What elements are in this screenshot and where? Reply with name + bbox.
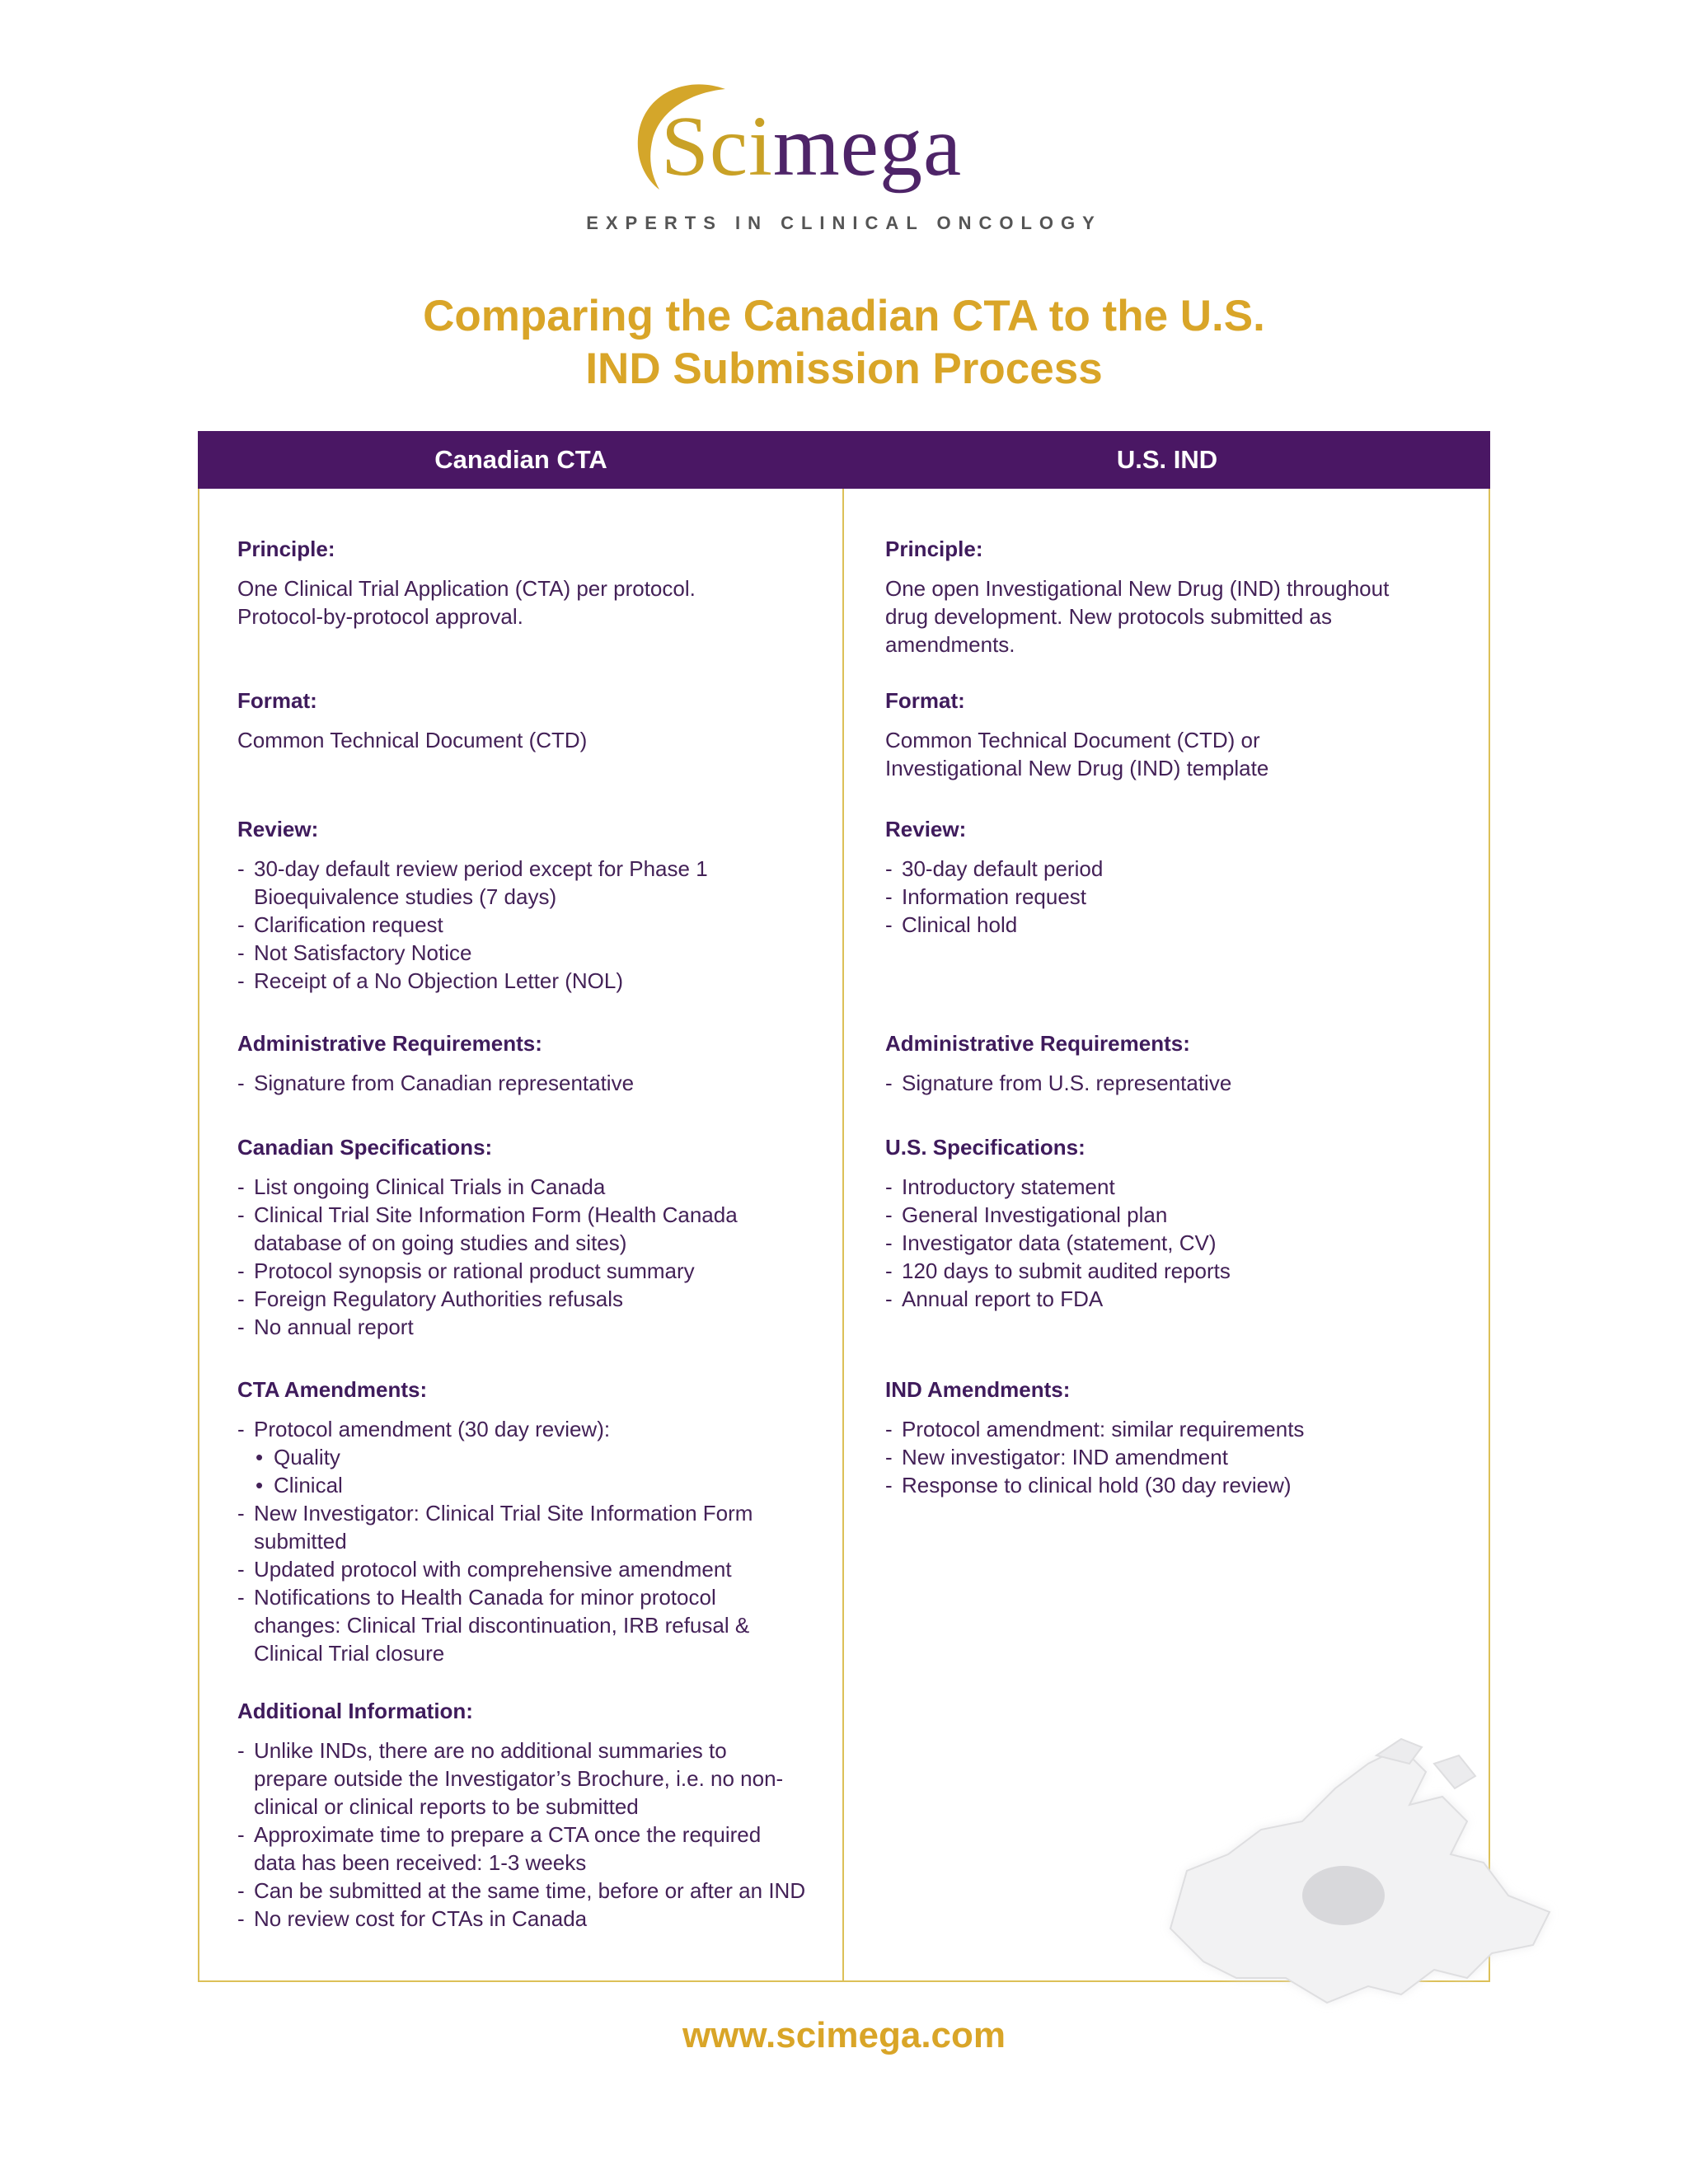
list-item: - Unlike INDs, there are no additional summaries to prepare outside the Investigator’s Brochure, i.e. no non-clinical or clinical reports to be submitted [237,1736,806,1821]
logo-wordmark [661,99,963,194]
list-item: - Signature from Canadian representative [237,1069,806,1097]
cta-specs-heading: Canadian Specifications: [237,1135,493,1160]
ind-amendments-heading: IND Amendments: [885,1377,1071,1402]
ind-review-section [885,815,1462,939]
list-item: - Protocol amendment (30 day review): [237,1415,806,1443]
cta-format-section [237,687,806,754]
ind-principle-section [885,535,1462,658]
list-item: - 30-day default period [885,855,1462,883]
list-item: - Clinical Trial Site Information Form (Health Canada database of on going studies and sites) [237,1201,806,1257]
list-item: - Receipt of a No Objection Letter (NOL) [237,967,806,995]
cta-specs-section [237,1133,806,1341]
cta-review-section [237,815,806,995]
list-item: - New Investigator: Clinical Trial Site Information Form submitted [237,1499,806,1555]
list-item: - Updated protocol with comprehensive amendment [237,1555,806,1583]
logo-tagline: EXPERTS IN CLINICAL ONCOLOGY [586,213,1102,233]
ind-specs-heading: U.S. Specifications: [885,1135,1085,1160]
page-title [247,290,1441,396]
list-item: - No annual report [237,1313,806,1341]
scimega-logo [626,79,1088,203]
list-item: - Annual report to FDA [885,1285,1462,1313]
list-item: - No review cost for CTAs in Canada [237,1905,806,1933]
cta-principle-section [237,535,806,630]
list-item: - Clarification request [237,911,806,939]
cta-principle-line: Protocol-by-protocol approval. [237,604,523,629]
cta-amendments-heading: CTA Amendments: [237,1377,428,1402]
cta-admin-section [237,1029,806,1097]
list-item: - Protocol amendment: similar requirements [885,1415,1462,1443]
cta-format-line: Common Technical Document (CTD) [237,728,588,752]
list-item: - 30-day default review period except for Phase 1 Bioequivalence studies (7 days) [237,855,806,911]
ind-amendments-section [885,1376,1462,1499]
cta-format-heading: Format: [237,688,317,713]
logo-word-sci: Sci [661,99,773,194]
list-item: - 120 days to submit audited reports [885,1257,1462,1285]
list-item: - Signature from U.S. representative [885,1069,1462,1097]
list-item: - List ongoing Clinical Trials in Canada [237,1173,806,1201]
ind-review-heading: Review: [885,817,967,841]
cta-additional-heading: Additional Information: [237,1699,473,1723]
column-divider [842,489,844,1980]
list-item: - New investigator: IND amendment [885,1443,1462,1471]
logo-word-mega: mega [772,99,963,194]
ind-principle-line: amendments. [885,632,1015,657]
sub-list-item: • Quality [237,1443,806,1471]
ind-format-line: Investigational New Drug (IND) template [885,756,1269,780]
cta-additional-section [237,1697,806,1933]
list-item: - General Investigational plan [885,1201,1462,1229]
page-title-line-2: IND Submission Process [585,344,1103,393]
list-item: - Introductory statement [885,1173,1462,1201]
list-item: - Protocol synopsis or rational product summary [237,1257,806,1285]
cta-amendments-section [237,1376,806,1667]
list-item: - Not Satisfactory Notice [237,939,806,967]
ind-principle-line: drug development. New protocols submitted as [885,604,1332,629]
header-us-ind: U.S. IND [1116,445,1218,474]
page-title-line-1: Comparing the Canadian CTA to the U.S. [423,292,1265,340]
ind-admin-heading: Administrative Requirements: [885,1031,1190,1056]
list-item: - Foreign Regulatory Authorities refusals [237,1285,806,1313]
list-item: - Notifications to Health Canada for minor protocol changes: Clinical Trial discontinuation, IRB refusal & Clinical Trial closure [237,1583,806,1667]
list-item: - Can be submitted at the same time, before or after an IND [237,1877,806,1905]
ind-format-heading: Format: [885,688,965,713]
cta-review-heading: Review: [237,817,319,841]
website-link[interactable]: www.scimega.com [682,2015,1006,2055]
list-item: - Investigator data (statement, CV) [885,1229,1462,1257]
list-item: - Response to clinical hold (30 day review) [885,1471,1462,1499]
sub-list-item: • Clinical [237,1471,806,1499]
list-item: - Information request [885,883,1462,911]
ind-format-section [885,687,1462,782]
ind-principle-heading: Principle: [885,537,983,561]
header-canadian-cta: Canadian CTA [434,445,607,474]
ind-format-line: Common Technical Document (CTD) or [885,728,1260,752]
ind-principle-line: One open Investigational New Drug (IND) throughout [885,576,1390,601]
cta-admin-heading: Administrative Requirements: [237,1031,542,1056]
list-item: - Clinical hold [885,911,1462,939]
ind-admin-section [885,1029,1462,1097]
ind-specs-section [885,1133,1462,1313]
cta-principle-line: One Clinical Trial Application (CTA) per protocol. [237,576,696,601]
list-item: - Approximate time to prepare a CTA once the required data has been received: 1-3 weeks [237,1821,806,1877]
table-header [198,431,1490,489]
cta-principle-heading: Principle: [237,537,335,561]
